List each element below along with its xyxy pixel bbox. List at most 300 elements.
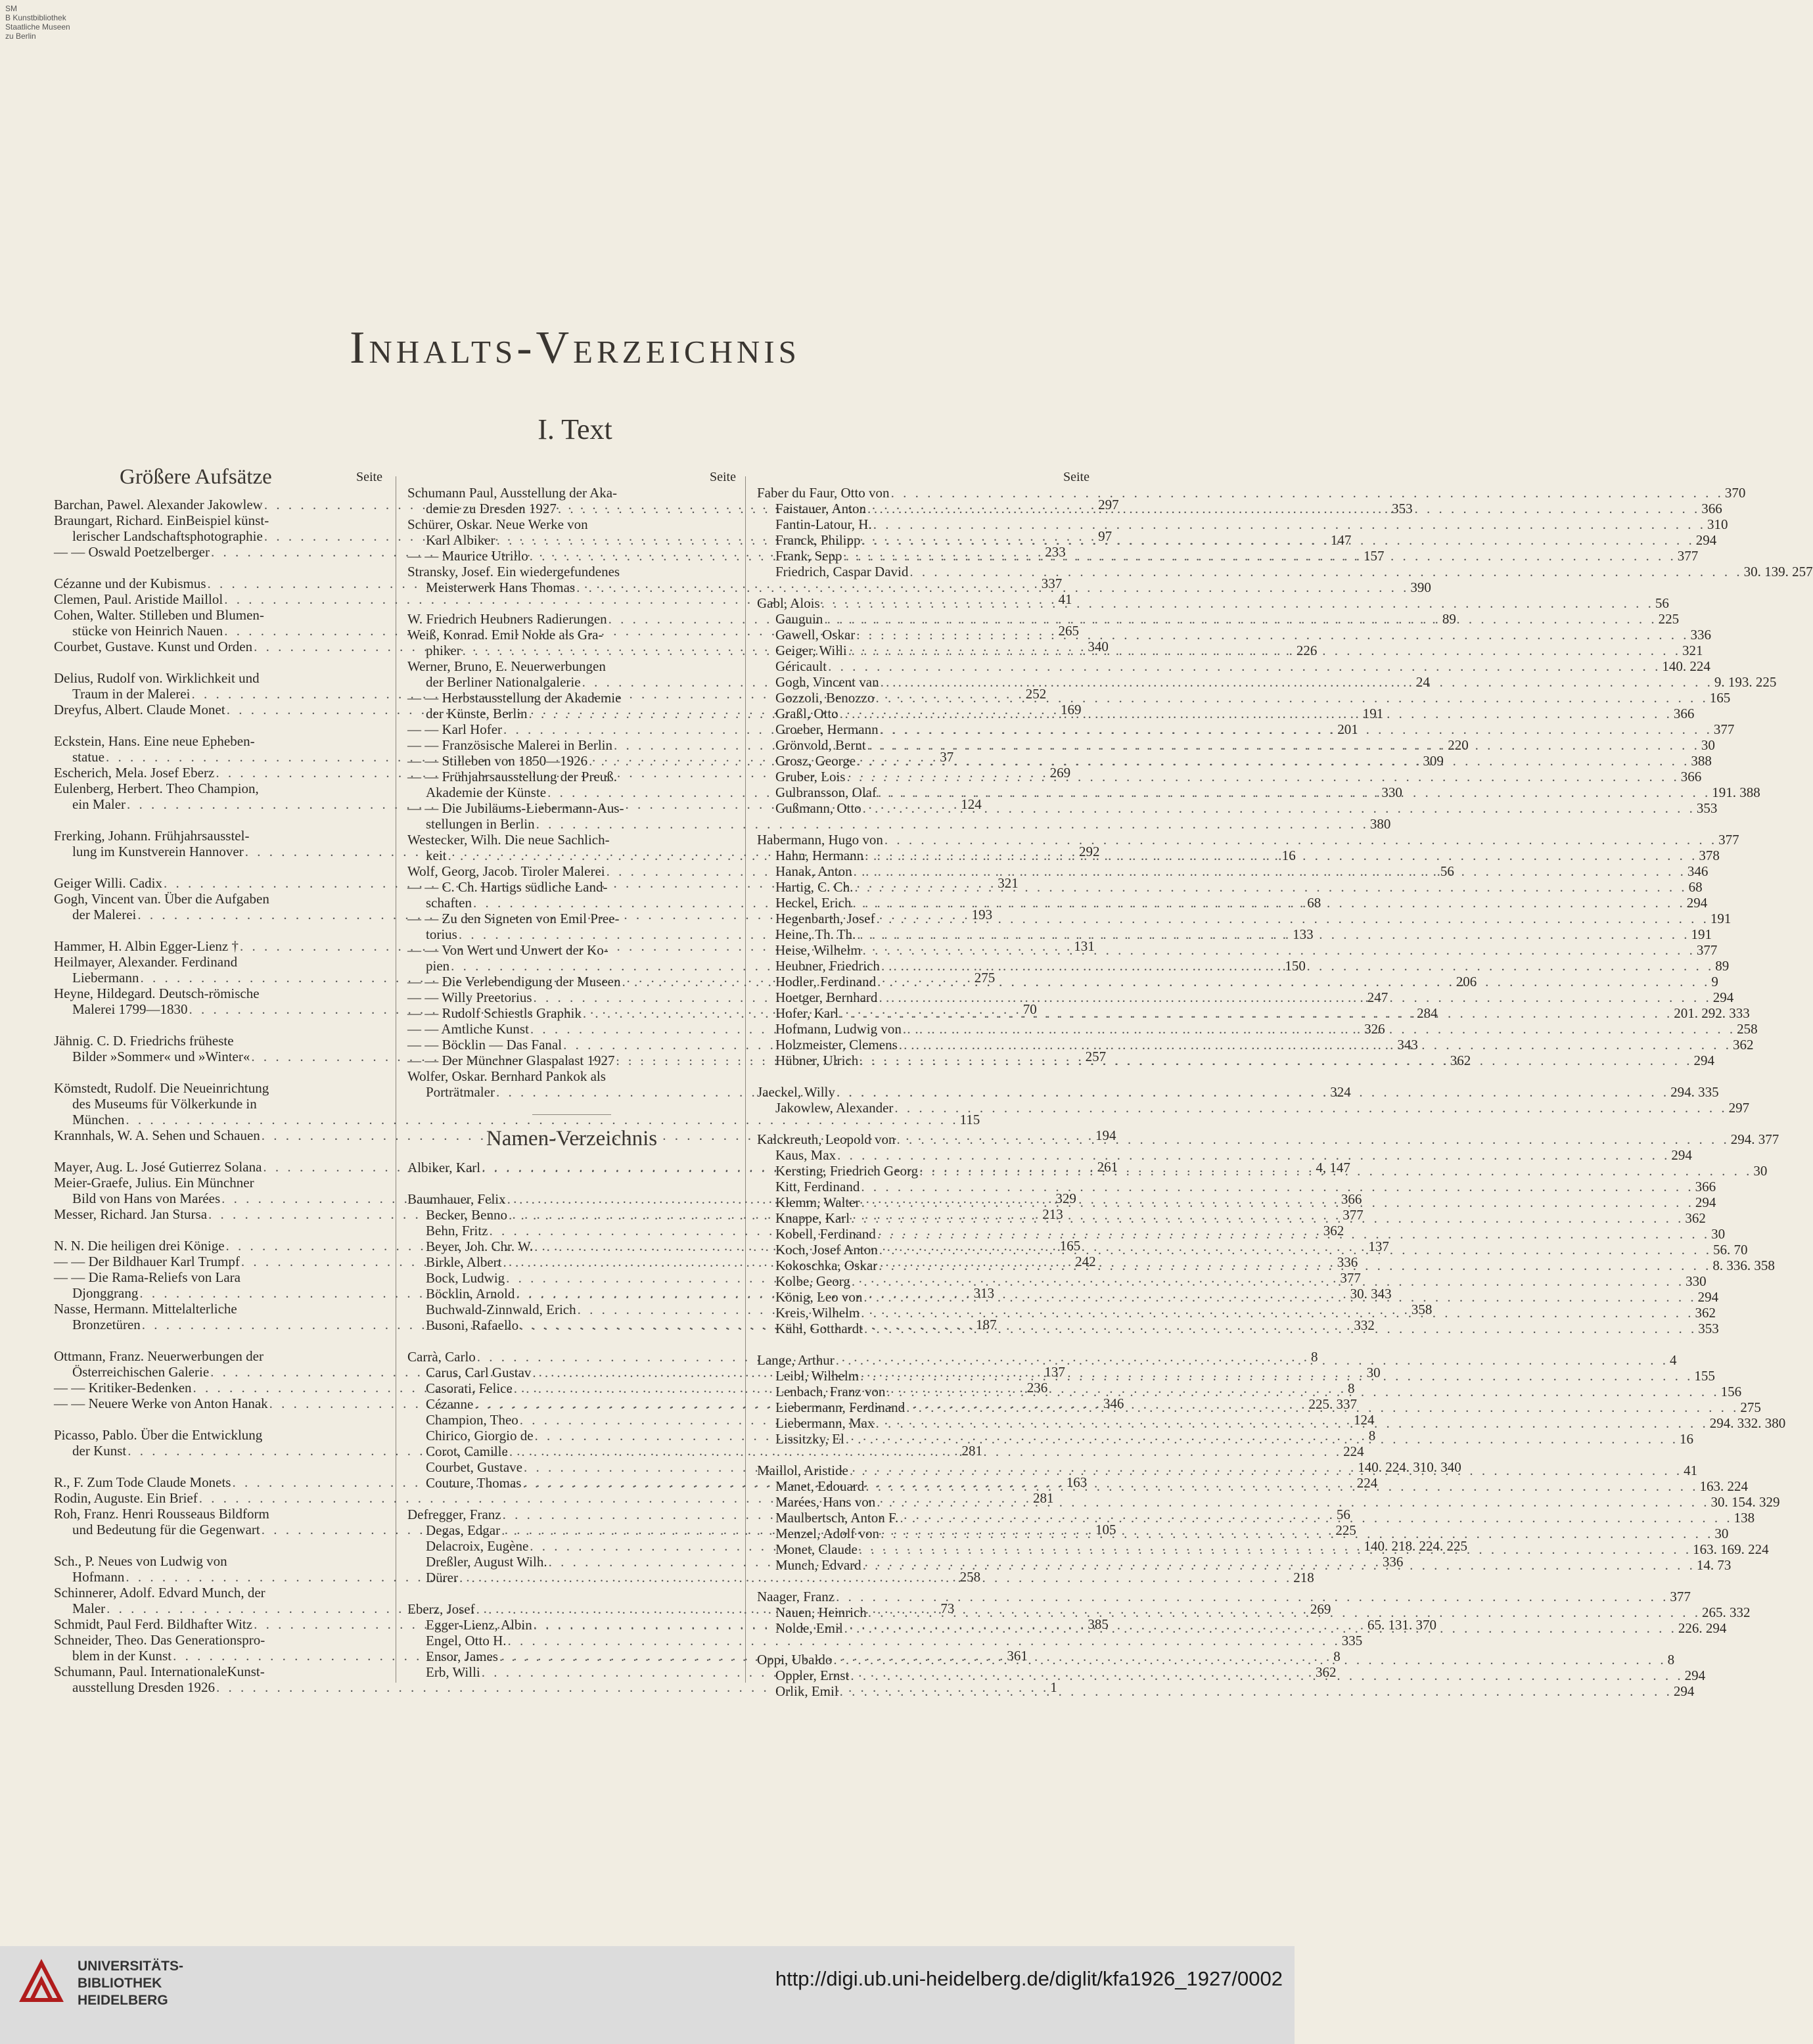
entry-text: Gozzoli, Benozzo [775, 690, 875, 706]
entry-text: Heyne, Hildegard. Deutsch-römische [54, 986, 260, 1001]
entry-gap [407, 604, 736, 611]
entry-line [54, 891, 382, 907]
page-number: 247 [1367, 989, 1388, 1005]
entry-text: Wolf, Georg, Jacob. Tiroler Malerei [407, 863, 605, 879]
entry-text: Schumann, Paul. InternationaleKunst- [54, 1664, 265, 1679]
page-number: 89 [1715, 958, 1730, 974]
page-number: 329 [1055, 1191, 1076, 1206]
entry-text: Gogh, Vincent van [775, 674, 879, 690]
entry-text: Manet, Edouard [775, 1478, 865, 1494]
entry-text: Klemm, Walter [775, 1194, 860, 1210]
page-number: 30. 343 [1350, 1286, 1392, 1302]
entry-text: Rodin, Auguste. Ein Brief [54, 1490, 198, 1506]
page-number: 294. 332. 380 [1709, 1415, 1786, 1431]
page-number: 269 [1049, 765, 1071, 781]
page-number: 294 [1712, 989, 1734, 1005]
page-number: 390 [1410, 579, 1431, 595]
entry-text: Gabl, Alois [757, 595, 820, 611]
entry-text: lung im Kunstverein Hannover [72, 844, 244, 859]
entry-line [757, 769, 1702, 784]
entry-text: torius [426, 926, 457, 942]
leader-dots [863, 1321, 1698, 1336]
page-number: 97 [1098, 528, 1113, 544]
entry-line [54, 986, 382, 1001]
stamp-line: zu Berlin [5, 32, 36, 41]
entry-line [54, 1506, 382, 1522]
entry-line [757, 516, 1728, 532]
leader-dots [885, 1384, 1720, 1399]
entry-text: — — Die Rama-Reliefs von Lara [54, 1269, 241, 1285]
entry-text: Busoni, Rafaello [426, 1317, 519, 1333]
entry-text: schaften [426, 895, 472, 911]
page-number: 191. 388 [1712, 784, 1760, 800]
entry-text: Eberz, Josef [407, 1601, 475, 1617]
page-number: 138 [1733, 1510, 1755, 1526]
library-name-line: UNIVERSITÄTS- [78, 1959, 184, 1974]
entry-gap [54, 1467, 382, 1474]
source-url-link[interactable]: http://digi.ub.uni-heidelberg.de/diglit/kfa1926_1927/0002 [775, 1967, 1283, 1990]
entry-text: Grosz, George [775, 753, 856, 769]
entry-text: ein Maler [72, 796, 126, 812]
page-number: 9 [1711, 974, 1718, 989]
entry-line [54, 781, 382, 796]
entry-line [757, 1384, 1742, 1399]
entry-text: Kitt, Ferdinand [775, 1179, 860, 1194]
entry-line [54, 954, 382, 970]
entry-line [407, 816, 1391, 832]
entry-line [407, 1068, 736, 1084]
entry-text: Gulbransson, Olaf [775, 784, 877, 800]
entry-text: Hanak, Anton [775, 863, 852, 879]
leader-dots [880, 958, 1715, 974]
section-header [54, 465, 382, 497]
entry-gap [54, 1341, 382, 1348]
page-number: 242 [1075, 1254, 1096, 1269]
entry-text: Bronzetüren [72, 1317, 141, 1332]
page-number: 366 [1695, 1179, 1716, 1194]
page-number: 157 [1363, 548, 1385, 564]
leader-dots [866, 737, 1701, 753]
page-number: 191 [1362, 706, 1384, 721]
page-number: 155 [1694, 1368, 1715, 1384]
page-number: 366 [1680, 769, 1702, 784]
entry-text: statue [72, 749, 104, 765]
leader-dots [860, 1305, 1695, 1321]
entry-text: Dreßler, August Wilh. [426, 1554, 547, 1570]
entry-line [54, 607, 382, 623]
entry-line [54, 1632, 382, 1648]
entry-text: Schinnerer, Adolf. Edvard Munch, der [54, 1585, 265, 1601]
page-number: 163. 169. 224 [1693, 1541, 1769, 1557]
entry-text: Gruber, Lois [775, 769, 846, 784]
entry-text: Stransky, Josef. Ein wiedergefundenes [407, 564, 620, 579]
entry-text: Dreyfus, Albert. Claude Monet [54, 702, 225, 717]
entry-text: Heckel, Erich [775, 895, 852, 911]
entry-text: — — Amtliche Kunst [407, 1021, 529, 1037]
page-title: Inhalts-Verzeichnis [350, 323, 800, 373]
entry-line [54, 1553, 382, 1569]
entry-text: Hofmann, Ludwig von [775, 1021, 902, 1037]
leader-dots [874, 690, 1709, 706]
page-number: 16 [1281, 848, 1296, 863]
page-number: 294 [1695, 1194, 1716, 1210]
entry-gap [54, 1073, 382, 1080]
entry-text: R., F. Zum Tode Claude Monets [54, 1474, 231, 1490]
entry-line [54, 1427, 382, 1443]
page-number: 261 [1097, 1159, 1118, 1175]
entry-line [757, 800, 1718, 816]
entry-text: Egger-Lienz, Albin [426, 1617, 532, 1633]
leader-dots [835, 1589, 1670, 1604]
page-number: 24 [1415, 674, 1430, 690]
page-number: 377 [1677, 548, 1699, 564]
entry-text: Frerking, Johann. Frühjahrsausstel- [54, 828, 250, 844]
page-number: 1 [1050, 1679, 1057, 1695]
entry-text: Liebermann [72, 970, 139, 986]
footer-bar [0, 1946, 1295, 2044]
leader-dots [856, 926, 1691, 942]
page-number: 324 [1330, 1084, 1351, 1100]
entry-line [407, 658, 736, 674]
entry-text: Nasse, Hermann. Mittelalterliche [54, 1301, 237, 1317]
leader-dots [861, 800, 1697, 816]
entry-text: Traum in der Malerei [72, 686, 191, 702]
entry-text: Monet, Claude [775, 1541, 858, 1557]
leader-dots [893, 1100, 1728, 1116]
entry-text: Delacroix, Eugène [426, 1538, 529, 1554]
leader-dots [878, 1242, 1713, 1258]
page-number: 362 [1316, 1664, 1337, 1680]
page-number: 252 [1025, 686, 1047, 702]
entry-line [407, 911, 736, 926]
entry-text: Hammer, H. Albin Egger-Lienz † [54, 938, 239, 954]
entry-text: stellungen in Berlin [426, 816, 535, 832]
page-number: 330 [1686, 1273, 1707, 1289]
entry-text: Lissitzky, El [775, 1431, 844, 1447]
page-number: 257 [1085, 1049, 1107, 1064]
page-number: 65. 131. 370 [1367, 1617, 1436, 1633]
entry-text: Beyer, Joh. Chr. W. [426, 1238, 534, 1254]
entry-text: Hodler, Ferdinand [775, 974, 877, 989]
entry-text: Degas, Edgar [426, 1522, 501, 1538]
page-number: 292 [1078, 844, 1100, 859]
page-number: 8 [1311, 1349, 1318, 1365]
entry-text: Clemen, Paul. Aristide Maillol [54, 591, 223, 607]
page-number: 294 [1695, 532, 1717, 548]
page-number: 336 [1382, 1554, 1404, 1570]
page-number: 353 [1698, 1321, 1719, 1336]
leader-dots [850, 1210, 1685, 1226]
entry-text: Franck, Philipp [775, 532, 861, 548]
entry-text: Jakowlew, Alexander [775, 1100, 894, 1116]
entry-text: Werner, Bruno, E. Neuerwerbungen [407, 658, 606, 674]
page-number: 377 [1718, 832, 1739, 848]
entry-line [54, 1175, 382, 1191]
entry-text: Schmidt, Paul Ferd. Bildhafter Witz [54, 1616, 253, 1632]
entry-line [757, 1147, 1692, 1163]
page-number: 265 [1058, 623, 1079, 639]
page-number: 297 [1728, 1100, 1750, 1116]
entry-gap [54, 1546, 382, 1553]
page-number: 294 [1671, 1147, 1692, 1163]
page-number: 4 [1670, 1352, 1677, 1368]
entry-text: Barchan, Pawel. Alexander Jakowlew [54, 497, 263, 512]
page-number: 16 [1680, 1431, 1694, 1447]
page-number: 284 [1417, 1005, 1438, 1021]
entry-text: Heise, Wilhelm [775, 942, 861, 958]
leader-dots [820, 595, 1655, 611]
leader-dots [879, 1526, 1714, 1541]
entry-text: Faistauer, Anton [775, 501, 866, 516]
entry-text: Meisterwerk Hans Thomas [426, 579, 576, 595]
entry-text: — — Von Wert und Unwert der Ko- [407, 942, 608, 958]
entry-text: der Berliner Nationalgalerie [426, 674, 581, 690]
entry-text: — — Böcklin — Das Fanal [407, 1037, 562, 1053]
entry-line [54, 1348, 382, 1364]
entry-text: und Bedeutung für die Gegenwart [72, 1522, 260, 1537]
entry-text: Hofmann [72, 1569, 125, 1585]
entry-text: — — Rudolf Schiestls Graphik [407, 1005, 582, 1021]
entry-text: Lenbach, Franz von [775, 1384, 886, 1399]
entry-line [54, 512, 382, 528]
entry-gap [54, 568, 382, 576]
entry-line [54, 1269, 382, 1285]
leader-dots [842, 548, 1678, 564]
entry-text: Jähnig. C. D. Friedrichs früheste [54, 1033, 234, 1049]
entry-text: Nauen, Heinrich [775, 1604, 867, 1620]
entry-text: Leibl, Wilhelm [775, 1368, 860, 1384]
entry-text: Gauguin [775, 611, 823, 627]
entry-gap [757, 1581, 1090, 1589]
entry-text: demie zu Dresden 1927 [426, 501, 557, 516]
entry-text: Baumhauer, Felix [407, 1191, 506, 1207]
entry-text: Erb, Willi [426, 1664, 480, 1680]
entry-gap [54, 1420, 382, 1427]
entry-text: Grönvold, Bernt [775, 737, 866, 753]
entry-text: Cézanne [426, 1396, 474, 1412]
entry-text: Champion, Theo [426, 1412, 518, 1428]
library-name-line: BIBLIOTHEK [78, 1976, 162, 1991]
page-number: 56 [1336, 1507, 1350, 1522]
leader-dots [918, 1163, 1753, 1179]
entry-line [407, 769, 736, 784]
entry-text: W. Friedrich Heubners Radierungen [407, 611, 607, 627]
entry-text: Meier-Graefe, Julius. Ein Münchner [54, 1175, 254, 1191]
page-number: 336 [1337, 1254, 1358, 1270]
page-number: 124 [1354, 1412, 1375, 1428]
page-number: 362 [1695, 1305, 1716, 1321]
leader-dots [835, 1352, 1670, 1368]
entry-line [757, 690, 1731, 706]
page-number: 56 [1655, 595, 1669, 611]
page-number: 269 [1310, 1601, 1331, 1617]
page-number: 30. 139. 257 [1743, 564, 1813, 579]
page-number: 265. 332 [1702, 1604, 1751, 1620]
entry-text: Heubner, Friedrich [775, 958, 880, 974]
entry-text: — — Karl Hofer [407, 721, 503, 737]
leader-dots [879, 674, 1714, 690]
entry-text: Lange, Arthur [757, 1352, 835, 1368]
entry-line [757, 627, 1712, 643]
entry-line [757, 942, 1718, 958]
entry-text: — — Französische Malerei in Berlin [407, 737, 613, 753]
leader-dots [832, 1652, 1667, 1668]
page-number: 258 [1737, 1021, 1758, 1037]
page-number: 258 [959, 1569, 981, 1585]
leader-dots [850, 1273, 1686, 1289]
entry-text: Frank, Sepp [775, 548, 842, 564]
page-number: 187 [976, 1317, 997, 1332]
page-number: 8. 336. 358 [1712, 1258, 1775, 1273]
entry-text: Akademie der Künste [426, 784, 547, 800]
page-number: 89 [1442, 611, 1456, 627]
leader-dots [827, 658, 1662, 674]
page-number: 105 [1095, 1522, 1116, 1537]
entry-gap [54, 868, 382, 875]
entry-text: Bild von Hans von Marées [72, 1191, 221, 1206]
entry-text: Hoetger, Bernhard [775, 989, 878, 1005]
section-separator [532, 1114, 611, 1115]
page-number: 30 [1714, 1526, 1729, 1541]
entry-text: Weiß, Konrad. Emil Nolde als Gra- [407, 627, 603, 643]
entry-text: Graßl, Otto [775, 706, 838, 721]
entry-text: ausstellung Dresden 1926 [72, 1679, 215, 1695]
leader-dots [860, 1179, 1695, 1194]
page-number: 321 [1682, 643, 1703, 658]
entry-text: phiker [426, 643, 461, 658]
entry-text: Albiker, Karl [407, 1160, 481, 1175]
leader-dots [883, 832, 1718, 848]
entry-text: Kalckreuth, Leopold von [757, 1131, 896, 1147]
page-number: 131 [1074, 938, 1095, 954]
page-number: 124 [961, 796, 982, 812]
entry-text: Carus, Carl Gustav [426, 1365, 532, 1380]
library-stamp [5, 4, 70, 41]
entry-text: der Kunst [72, 1443, 127, 1459]
entry-text: Birkle, Albert [426, 1254, 502, 1270]
leader-dots [855, 627, 1690, 643]
seite-label: Seite [1063, 470, 1090, 484]
entry-text: Knappe, Karl [775, 1210, 850, 1226]
leader-dots [858, 1541, 1693, 1557]
entry-text: Kersting, Friedrich Georg [775, 1163, 919, 1179]
leader-dots [879, 721, 1714, 737]
entry-text: stücke von Heinrich Nauen [72, 623, 223, 639]
entry-text: Westecker, Wilh. Die neue Sachlich- [407, 832, 610, 848]
entry-text: Holzmeister, Clemens [775, 1037, 898, 1053]
leader-dots [852, 863, 1687, 879]
entry-text: — — Kritiker-Bedenken [54, 1380, 192, 1396]
entry-text: Roh, Franz. Henri Rousseaus Bildform [54, 1506, 269, 1522]
leader-dots [874, 1415, 1709, 1431]
entry-text: Oppler, Ernst [775, 1668, 850, 1683]
entry-text: Eckstein, Hans. Eine neue Epheben- [54, 733, 255, 749]
page-number: 8 [1333, 1648, 1341, 1664]
entry-text: Engel, Otto H. [426, 1633, 507, 1648]
page-number: 340 [1088, 639, 1109, 654]
page-number: 321 [998, 875, 1019, 891]
entry-text: Groeber, Hermann [775, 721, 879, 737]
entry-text: — — Neuere Werke von Anton Hanak [54, 1396, 268, 1411]
page-number: 8 [1368, 1428, 1376, 1443]
entry-gap [407, 1594, 736, 1601]
page-number: 73 [940, 1601, 955, 1616]
page-number: 326 [1364, 1021, 1385, 1037]
leader-dots [853, 879, 1688, 895]
page-number: 335 [1341, 1633, 1363, 1648]
entry-text: Oppi, Ubaldo [757, 1652, 833, 1668]
name-index-heading: Namen-Verzeichnis [486, 1127, 658, 1150]
entry-text: Liebermann, Max [775, 1415, 875, 1431]
page-number: 337 [1041, 576, 1063, 591]
entry-line [757, 595, 1669, 611]
page-number: 191 [1691, 926, 1712, 942]
entry-line [407, 627, 736, 643]
entry-text: Géricault [775, 658, 827, 674]
leader-dots [872, 516, 1707, 532]
section-subtitle: I. Text [538, 413, 612, 445]
entry-text: Friedrich, Caspar David [775, 564, 909, 579]
entry-text: Courbet, Gustave. Kunst und Orden [54, 639, 253, 654]
entry-text: Sch., P. Neues von Ludwig von [54, 1553, 227, 1569]
entry-line [407, 832, 736, 848]
page-number: 225 [1658, 611, 1680, 627]
page-number: 14. 73 [1696, 1557, 1732, 1573]
entry-text: Schürer, Oskar. Neue Werke von [407, 516, 588, 532]
page-number: 366 [1673, 706, 1695, 721]
page-number: 358 [1411, 1302, 1433, 1317]
entry-line [407, 516, 736, 532]
entry-line [757, 1478, 1749, 1494]
library-name-line: HEIDELBERG [78, 1993, 168, 2008]
entry-text: der Malerei [72, 907, 137, 922]
page-number: 194 [1095, 1127, 1116, 1143]
page-number: 353 [1392, 501, 1413, 516]
entry-text: Hartig, C. Ch. [775, 879, 854, 895]
entry-text: München [72, 1112, 125, 1127]
entry-line [54, 1080, 382, 1096]
entry-text: Munch, Edvard [775, 1557, 861, 1573]
entry-text: Braungart, Richard. EinBeispiel künst- [54, 512, 269, 528]
page-number: 294 [1684, 1668, 1706, 1683]
page-number: 377 [1340, 1270, 1361, 1286]
entry-text: — — Die Jubiläums-Liebermann-Aus- [407, 800, 624, 816]
page-number: 68 [1307, 895, 1321, 911]
entry-text: Couture, Thomas [426, 1475, 522, 1491]
entry-text: Koch, Josef Anton [775, 1242, 878, 1258]
entry-line [54, 1112, 980, 1127]
entry-text: Heine, Th. Th. [775, 926, 856, 942]
library-logo-icon [18, 1958, 64, 2005]
entry-line [757, 1258, 1775, 1273]
entry-text: Wolfer, Oskar. Bernhard Pankok als [407, 1068, 606, 1084]
leader-dots [847, 643, 1682, 658]
leader-dots [908, 564, 1743, 579]
library-name [78, 1958, 183, 2009]
entry-line [54, 1301, 382, 1317]
page-number: 275 [1740, 1399, 1761, 1415]
entry-text: Naager, Franz [757, 1589, 835, 1604]
entry-text: Carrà, Carlo [407, 1349, 476, 1365]
page-number: 388 [1691, 753, 1712, 769]
leader-dots [896, 1131, 1731, 1147]
entry-text: Böcklin, Arnold [426, 1286, 515, 1302]
entry-text: — — Zu den Signeten von Emil Pree- [407, 911, 620, 926]
entry-text: König, Leo von [775, 1289, 863, 1305]
page-number: 137 [1368, 1238, 1389, 1254]
seite-label: Seite [356, 470, 382, 484]
leader-dots [864, 1478, 1699, 1494]
